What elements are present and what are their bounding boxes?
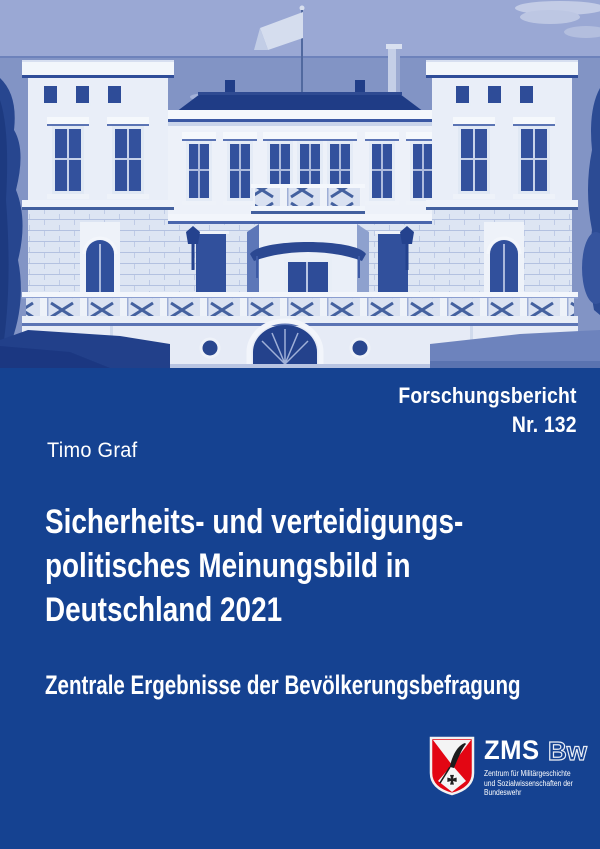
report-series-label: Forschungsbericht xyxy=(398,383,577,408)
author-name: Timo Graf xyxy=(47,439,138,462)
report-series xyxy=(399,381,577,439)
title-line-1: Sicherheits- und verteidigungs- xyxy=(45,503,464,541)
report-number: Nr. 132 xyxy=(512,412,577,437)
org-name-line-1: Zentrum für Militärgeschichte xyxy=(484,769,571,778)
report-title xyxy=(45,500,463,632)
cover-photo-villa xyxy=(0,0,600,368)
zmsbw-logo xyxy=(429,736,592,798)
logo-wordmark xyxy=(484,737,592,765)
title-line-3: Deutschland 2021 xyxy=(45,591,283,629)
logo-suffix: Bw xyxy=(547,737,587,765)
logo-suffix-outline xyxy=(546,737,592,765)
org-name-line-2: und Sozialwissenschaften der xyxy=(484,778,573,788)
logo-text-block xyxy=(484,736,592,798)
zmsbw-coat-of-arms-icon xyxy=(429,736,475,796)
title-line-2: politisches Meinungsbild in xyxy=(45,547,411,585)
logo-acronym: ZMS xyxy=(484,735,540,765)
org-name-line-3: Bundeswehr xyxy=(484,788,522,797)
report-subtitle: Zentrale Ergebnisse der Bevölkerungsbefragung xyxy=(45,670,521,700)
org-name xyxy=(484,769,574,798)
